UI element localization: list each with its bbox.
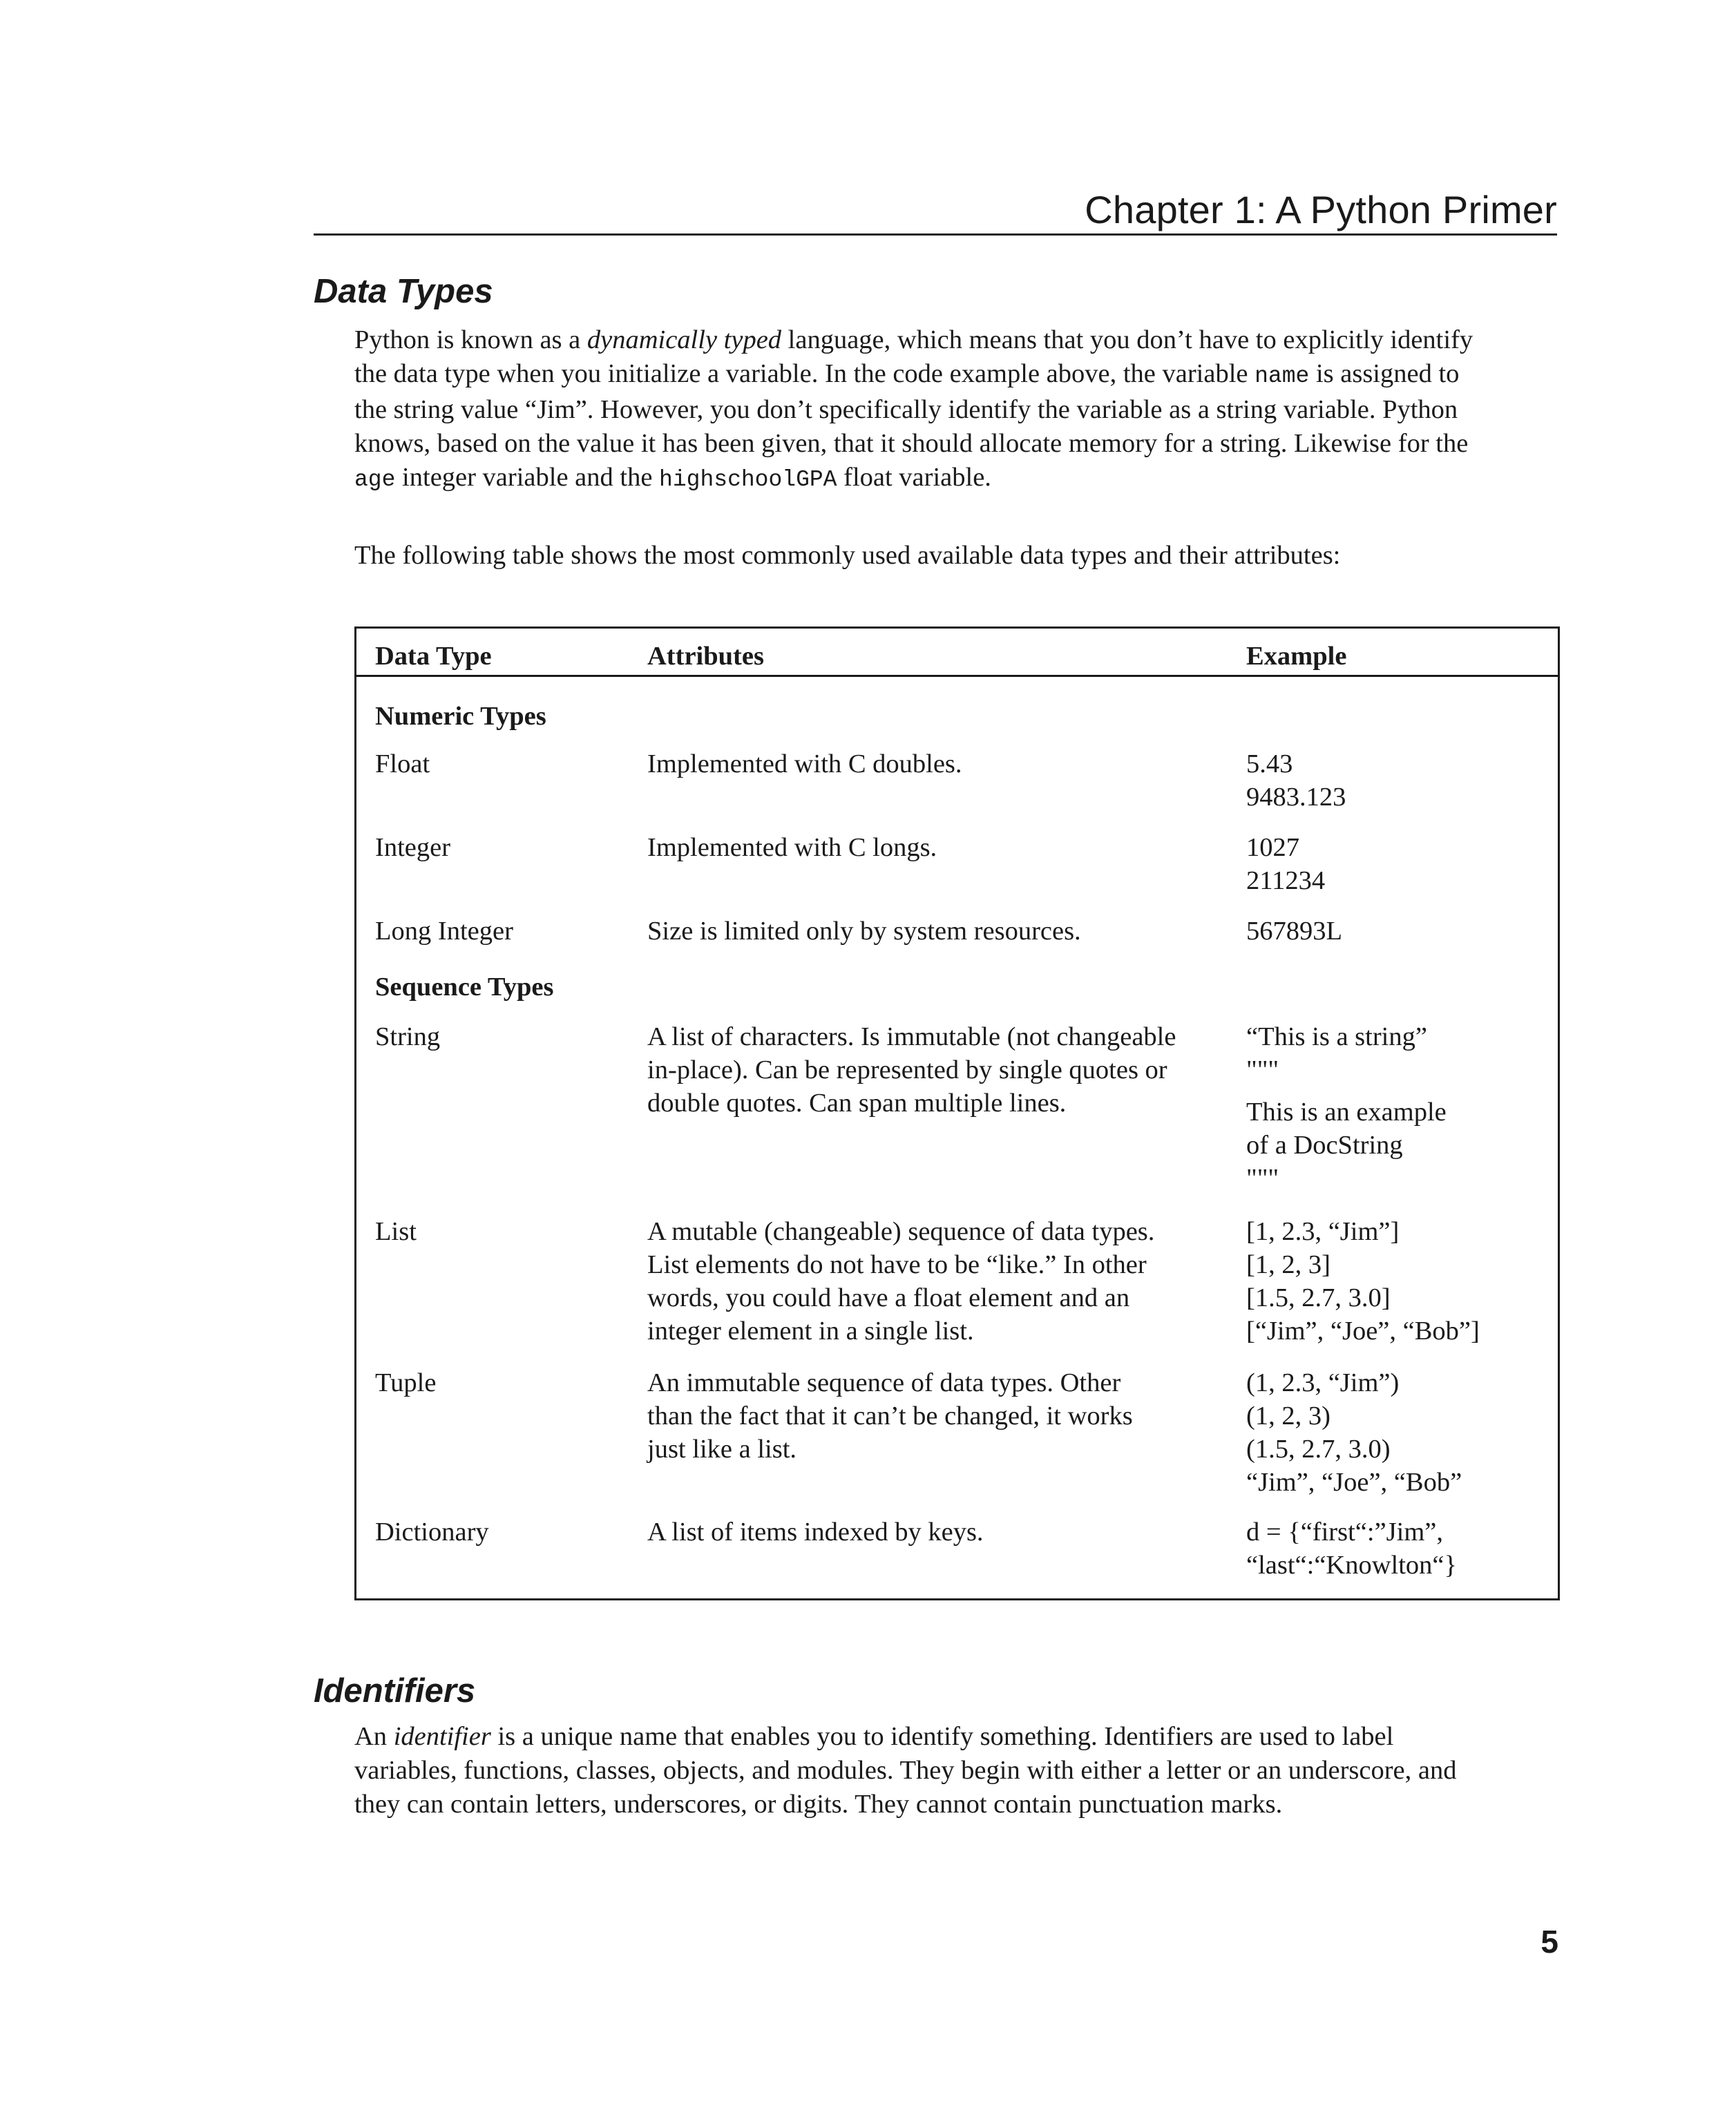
row-long-integer-type: Long Integer: [375, 917, 513, 946]
chapter-title: Chapter 1: A Python Primer: [1085, 188, 1557, 231]
row-list-attributes-1: A mutable (changeable) sequence of data types.: [647, 1217, 1155, 1246]
row-list-attributes-4: integer element in a single list.: [647, 1317, 974, 1346]
row-string-example-2: """: [1246, 1055, 1279, 1084]
identifiers-line-2: variables, functions, classes, objects, and modules. They begin with either a letter or an underscore, and: [354, 1756, 1457, 1785]
row-string-example-5: """: [1246, 1164, 1279, 1193]
row-string-example-4: of a DocString: [1246, 1131, 1403, 1160]
row-string-example-3: This is an example: [1246, 1098, 1447, 1127]
row-dictionary-example-1: d = {“first“:”Jim”,: [1246, 1518, 1444, 1547]
row-dictionary-type: Dictionary: [375, 1518, 489, 1547]
page-number: 5: [1541, 1924, 1558, 1960]
code-highschoolgpa: highschoolGPA: [659, 467, 837, 492]
row-list-attributes-2: List elements do not have to be “like.” In other: [647, 1250, 1147, 1279]
row-dictionary-attributes: A list of items indexed by keys.: [647, 1518, 984, 1547]
intro-line-2: the data type when you initialize a variable. In the code example above, the variable name is assigned to: [354, 359, 1460, 389]
row-long-integer-attributes: Size is limited only by system resources.: [647, 917, 1081, 946]
emphasis-dynamically-typed: dynamically typed: [586, 325, 782, 354]
row-string-attributes-3: double quotes. Can span multiple lines.: [647, 1089, 1067, 1118]
data-types-table: [354, 626, 1560, 1600]
row-float-attributes: Implemented with C doubles.: [647, 749, 962, 778]
table-header-row: [356, 629, 1558, 677]
row-tuple-type: Tuple: [375, 1368, 437, 1397]
row-string-type: String: [375, 1022, 441, 1051]
row-tuple-attributes-1: An immutable sequence of data types. Other: [647, 1368, 1121, 1397]
code-name: name: [1255, 363, 1310, 389]
group-heading-sequence: Sequence Types: [375, 973, 554, 1002]
identifiers-line-1: An identifier is a unique name that enables you to identify something. Identifiers are used to label: [354, 1722, 1394, 1751]
identifiers-line-3: they can contain letters, underscores, or digits. They cannot contain punctuation marks.: [354, 1790, 1283, 1819]
row-dictionary-example-2: “last“:“Knowlton“}: [1246, 1551, 1457, 1580]
row-string-attributes-1: A list of characters. Is immutable (not changeable: [647, 1022, 1176, 1051]
row-list-example-2: [1, 2, 3]: [1246, 1250, 1330, 1279]
intro-line-5: age integer variable and the highschoolGPA float variable.: [354, 463, 991, 492]
group-heading-numeric: Numeric Types: [375, 702, 546, 731]
column-header-data-type: Data Type: [375, 642, 492, 671]
intro-line-1: Python is known as a dynamically typed language, which means that you don’t have to explicitly identify: [354, 325, 1473, 354]
row-string-example-1: “This is a string”: [1246, 1022, 1427, 1051]
row-float-type: Float: [375, 749, 430, 778]
row-integer-type: Integer: [375, 833, 451, 862]
row-tuple-example-1: (1, 2.3, “Jim”): [1246, 1368, 1400, 1397]
row-tuple-example-3: (1.5, 2.7, 3.0): [1246, 1435, 1391, 1464]
intro-line-4: knows, based on the value it has been given, that it should allocate memory for a string. Likewise for the: [354, 429, 1469, 458]
code-age: age: [354, 467, 396, 492]
row-tuple-example-2: (1, 2, 3): [1246, 1401, 1330, 1431]
section-heading-identifiers: Identifiers: [314, 1672, 476, 1710]
row-tuple-attributes-3: just like a list.: [647, 1435, 797, 1464]
row-float-example-1: 5.43: [1246, 749, 1293, 778]
column-header-attributes: Attributes: [647, 642, 764, 671]
identifiers-paragraph: [354, 1720, 1560, 1821]
row-list-example-3: [1.5, 2.7, 3.0]: [1246, 1283, 1391, 1312]
row-string-attributes-2: in-place). Can be represented by single quotes or: [647, 1055, 1167, 1084]
row-tuple-attributes-2: than the fact that it can’t be changed, it works: [647, 1401, 1133, 1431]
row-long-integer-example: 567893L: [1246, 917, 1343, 946]
running-header: [314, 178, 1557, 236]
row-list-example-4: [“Jim”, “Joe”, “Bob”]: [1246, 1317, 1480, 1346]
row-list-example-1: [1, 2.3, “Jim”]: [1246, 1217, 1400, 1246]
row-integer-example-2: 211234: [1246, 866, 1326, 895]
emphasis-identifier: identifier: [393, 1722, 491, 1751]
table-lead-paragraph: The following table shows the most commonly used available data types and their attributes:: [354, 541, 1341, 570]
row-list-attributes-3: words, you could have a float element and an: [647, 1283, 1130, 1312]
row-list-type: List: [375, 1217, 417, 1246]
row-tuple-example-4: “Jim”, “Joe”, “Bob”: [1246, 1468, 1462, 1497]
row-integer-attributes: Implemented with C longs.: [647, 833, 937, 862]
row-integer-example-1: 1027: [1246, 833, 1299, 862]
data-types-intro-paragraph: [354, 323, 1560, 497]
intro-line-3: the string value “Jim”. However, you don’t specifically identify the variable as a string variable. Python: [354, 395, 1458, 424]
column-header-example: Example: [1246, 642, 1347, 671]
row-float-example-2: 9483.123: [1246, 783, 1346, 812]
section-heading-data-types: Data Types: [314, 273, 493, 310]
